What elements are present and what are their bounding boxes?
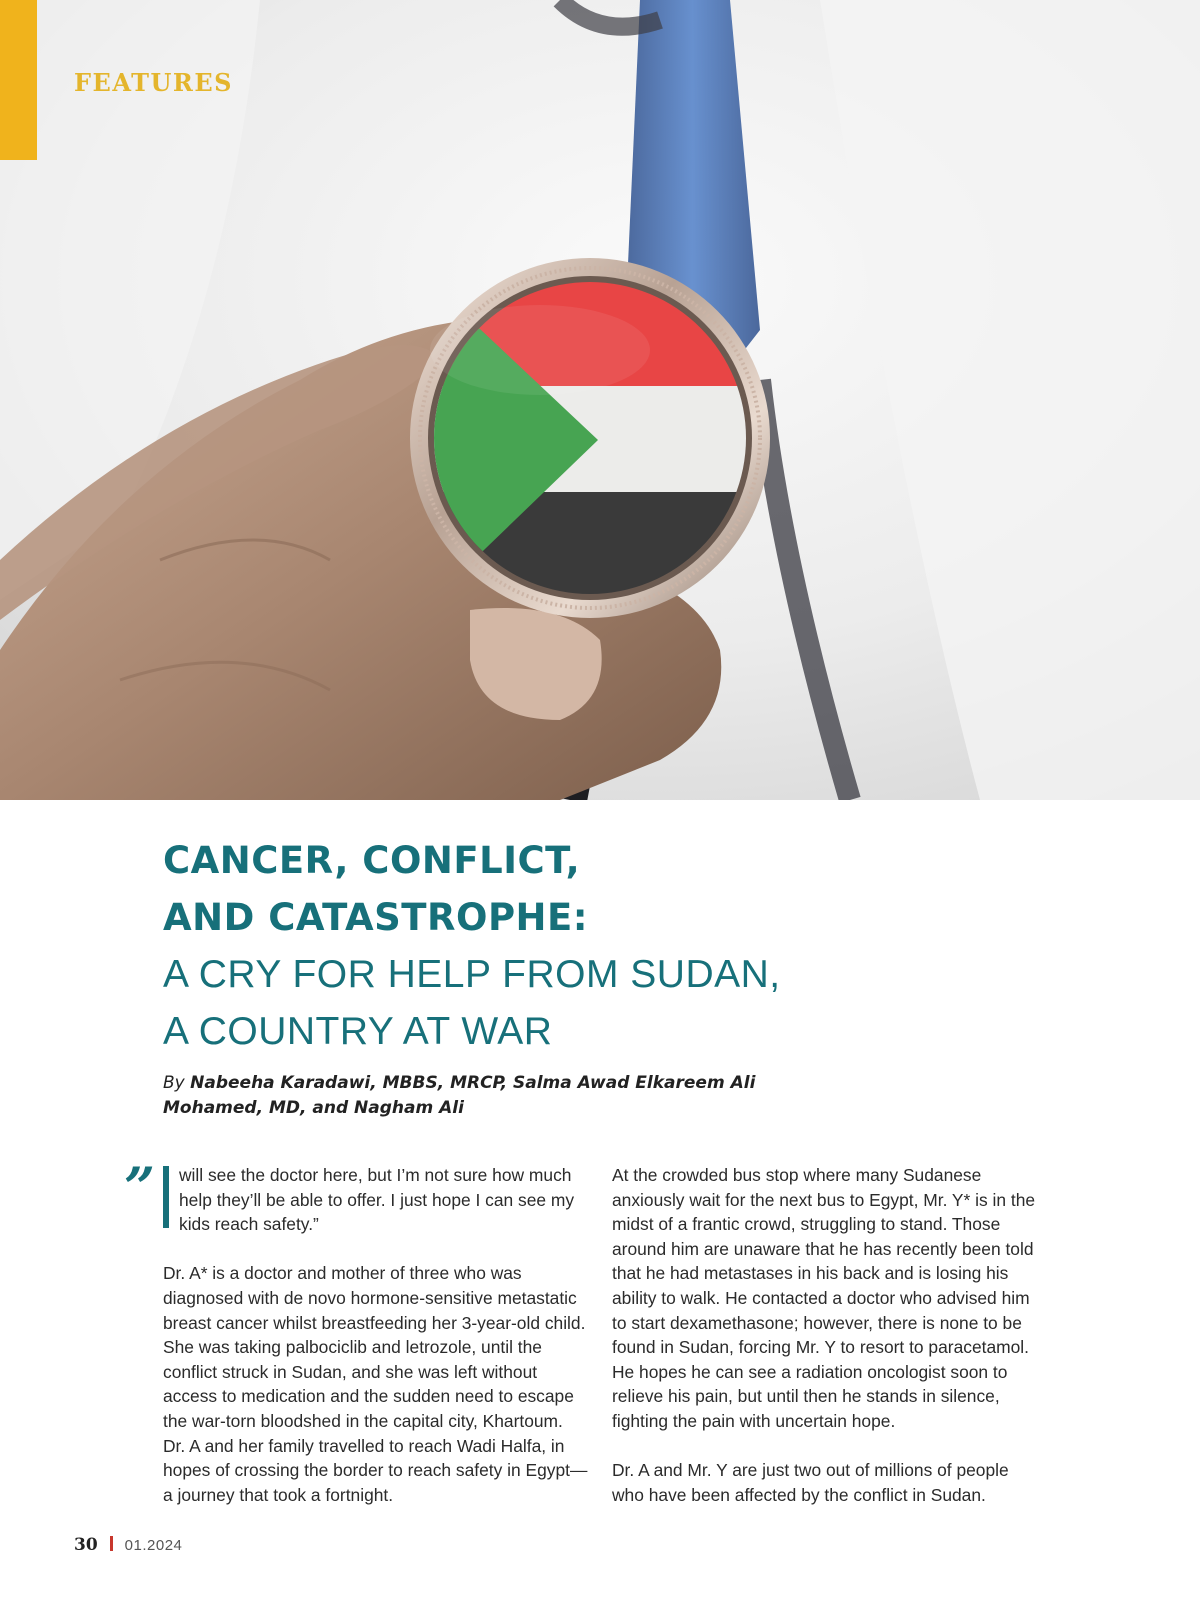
hero-image — [0, 0, 1200, 800]
issue-date: 01.2024 — [124, 1537, 183, 1554]
body-column-left — [163, 1163, 588, 1532]
opening-quote — [163, 1163, 588, 1237]
opening-quote-text: will see the doctor here, but I’m not sure how much help they’ll be able to offer. I just hope I can see my kids reach safety.” — [179, 1165, 575, 1235]
byline-prefix: By — [163, 1073, 185, 1093]
paragraph-dr-a: Dr. A* is a doctor and mother of three who was diagnosed with de novo hormone-sensitive metastatic breast cancer whilst breastfeeding her 3-year-old child. She was taking palbociclib and letrozole, until the conflict struck in Sudan, and she was left without access to medication and the sudden need to escape the war-torn bloodshed in the capital city, Khartoum. Dr. A and her family travelled to reach Wadi Halfa, in hopes of crossing the border to reach safety in Egypt—a journey that took a fortnight. — [163, 1263, 588, 1505]
headline-line-3: A CRY FOR HELP FROM SUDAN, — [163, 953, 781, 996]
page-footer — [74, 1535, 182, 1555]
section-label: FEATURES — [74, 68, 233, 97]
headline-line-1: CANCER, CONFLICT, — [163, 839, 581, 882]
drop-cap-i — [163, 1166, 169, 1228]
article-headline — [163, 832, 1063, 1060]
section-accent-bar — [0, 0, 37, 160]
byline-authors-line-2: Mohamed, MD, and Nagham Ali — [163, 1098, 464, 1118]
footer-separator — [110, 1536, 113, 1551]
headline-line-4: A COUNTRY AT WAR — [163, 1010, 553, 1053]
page-number: 30 — [74, 1535, 98, 1555]
byline — [163, 1071, 803, 1121]
paragraph-summary: Dr. A and Mr. Y are just two out of millions of people who have been affected by the conflict in Sudan. — [612, 1460, 1009, 1505]
quote-mark: ” — [124, 1155, 156, 1219]
headline-line-2: AND CATASTROPHE: — [163, 896, 589, 939]
paragraph-mr-y: At the crowded bus stop where many Sudanese anxiously wait for the next bus to Egypt, Mr. Y* is in the midst of a frantic crowd, struggling to stand. Those around him are unaware that he has recently been told that he had metastases in his back and is losing his ability to walk. He contacted a doctor who advised him to start dexamethasone; however, there is none to be found in Sudan, forcing Mr. Y to resort to paracetamol. He hopes he can see a radiation oncologist soon to relieve his pain, but until then he stands in silence, fighting the pain with uncertain hope. — [612, 1165, 1036, 1431]
byline-authors-line-1: Nabeeha Karadawi, MBBS, MRCP, Salma Awad Elkareem Ali — [190, 1073, 756, 1093]
body-column-right — [612, 1163, 1037, 1532]
